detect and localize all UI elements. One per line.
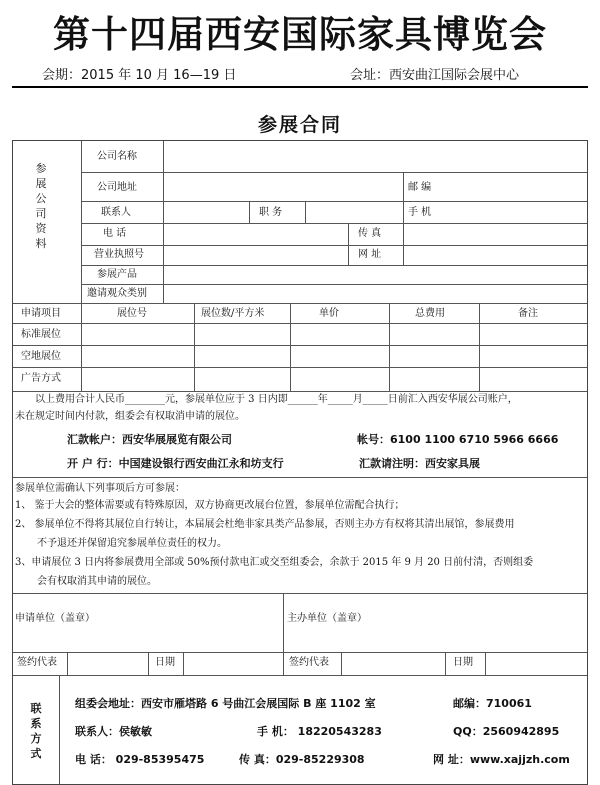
payment-text-1: 以上费用合计人民币________元，参展单位应于 3 日内即______年_____月_____日前汇入西安华展公司账户， bbox=[35, 394, 518, 405]
expo-date: 会期：2015 年 10 月 16—19 日 bbox=[42, 68, 237, 83]
committee-mobile: 手 机： 18220543283 bbox=[257, 725, 382, 738]
company-section-label: 参展公司资料 bbox=[35, 162, 47, 250]
term-2a: 2、 参展单位不得将其展位自行转让，本届展会杜绝非家具类产品参展，否则主办方有权将其清出展馆，参展费用 bbox=[15, 519, 515, 530]
col-booth-no: 展位号 bbox=[117, 308, 147, 319]
organizer-rep-label: 签约代表 bbox=[289, 657, 329, 668]
committee-website: 网 址：www.xajjzh.com bbox=[433, 753, 570, 766]
license-label: 营业执照号 bbox=[94, 249, 144, 260]
expo-title: 第十四届西安国际家具博览会 bbox=[53, 13, 547, 56]
organizer-stamp-label: 主办单位（盖章） bbox=[287, 613, 367, 624]
contact-person-label: 联系人 bbox=[101, 207, 131, 218]
payment-text-2: 未在规定时间内付款，组委会有权取消申请的展位。 bbox=[15, 411, 245, 422]
committee-qq: QQ：2560942895 bbox=[453, 725, 560, 738]
company-address-label: 公司地址 bbox=[97, 182, 137, 193]
applicant-date-label: 日期 bbox=[155, 657, 175, 668]
col-apply-item: 申请项目 bbox=[21, 308, 61, 319]
header-rule bbox=[12, 86, 588, 88]
committee-contact: 联系人：侯敏敏 bbox=[75, 725, 152, 738]
applicant-stamp-label: 申请单位（盖章） bbox=[15, 613, 95, 624]
term-1: 1、 鉴于大会的整体需要或有特殊原因，双方协商更改展台位置，参展单位需配合执行； bbox=[15, 500, 405, 511]
account-number: 帐号：6100 1100 6710 5966 6666 bbox=[357, 433, 559, 446]
organizer-date-label: 日期 bbox=[453, 657, 473, 668]
term-2b: 不予退还并保留追究参展单位责任的权力。 bbox=[37, 538, 227, 549]
company-name-label: 公司名称 bbox=[97, 151, 137, 162]
phone-label: 电 话 bbox=[103, 228, 127, 239]
fax-label: 传 真 bbox=[358, 228, 382, 239]
contract-form bbox=[12, 140, 588, 785]
contact-section-label: 联系方式 bbox=[30, 702, 42, 760]
committee-postcode: 邮编：710061 bbox=[453, 697, 532, 710]
committee-address: 组委会地址：西安市雁塔路 6 号曲江会展国际 B 座 1102 室 bbox=[75, 697, 376, 710]
col-remark: 备注 bbox=[518, 308, 538, 319]
term-3b: 会有权取消其申请的展位。 bbox=[37, 576, 157, 587]
company-label-divider bbox=[81, 141, 82, 303]
row-space-booth: 空地展位 bbox=[21, 351, 61, 362]
account-name: 汇款帐户：西安华展展览有限公司 bbox=[67, 433, 232, 446]
invite-label: 邀请观众类别 bbox=[87, 288, 147, 299]
col-total: 总费用 bbox=[415, 308, 445, 319]
committee-fax: 传 真：029-85229308 bbox=[239, 753, 365, 766]
applicant-rep-label: 签约代表 bbox=[17, 657, 57, 668]
row-standard-booth: 标准展位 bbox=[21, 329, 61, 340]
website-label: 网 址 bbox=[358, 249, 382, 260]
mobile-label: 手 机 bbox=[408, 207, 432, 218]
term-3a: 3、申请展位 3 日内将参展费用全部或 50%预付款电汇或交至组委会，余款于 2015 年 9 月 20 日前付清，否则组委 bbox=[15, 557, 534, 568]
postcode-label: 邮 编 bbox=[408, 182, 432, 193]
position-label: 职 务 bbox=[259, 207, 283, 218]
bank-name: 开 户 行：中国建设银行西安曲江永和坊支行 bbox=[67, 457, 284, 470]
row-advertising: 广告方式 bbox=[21, 373, 61, 384]
contract-title: 参展合同 bbox=[257, 114, 342, 136]
payment-remark: 汇款请注明：西安家具展 bbox=[359, 457, 480, 470]
col-booth-area: 展位数/平方米 bbox=[201, 308, 265, 319]
products-label: 参展产品 bbox=[97, 269, 137, 280]
company-value-divider bbox=[163, 141, 164, 303]
committee-phone: 电 话： 029-85395475 bbox=[75, 753, 205, 766]
terms-intro: 参展单位需确认下列事项后方可参展： bbox=[15, 483, 185, 494]
expo-venue: 会址：西安曲江国际会展中心 bbox=[350, 68, 520, 83]
col-unit-price: 单价 bbox=[319, 308, 339, 319]
